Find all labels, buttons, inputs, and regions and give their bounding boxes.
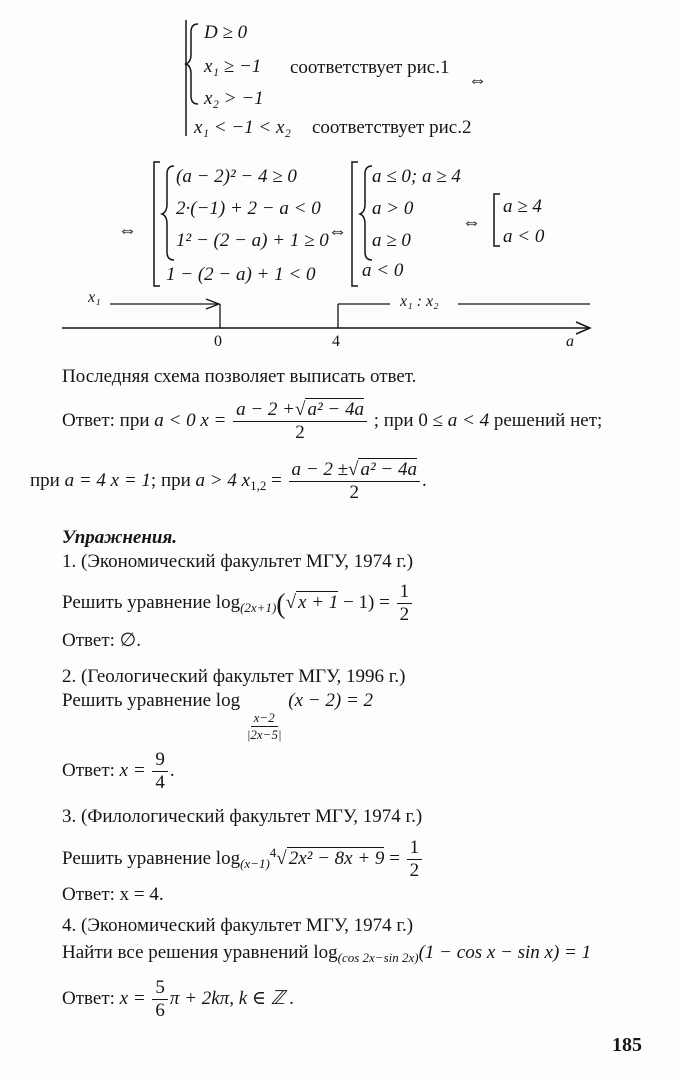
answer2-subscript: 1,2 bbox=[250, 477, 267, 493]
page-number: 185 bbox=[612, 1034, 642, 1056]
exercise-3-log: log bbox=[215, 847, 241, 869]
answer2-middle: ; при bbox=[150, 469, 191, 491]
exercise-4-answer-numerator: 5 bbox=[152, 978, 168, 1000]
top-system-line-3: x₂ > −1 bbox=[204, 88, 264, 109]
answer1-fraction: $\frac{\text{a − 2 +√ a² − 4a}}{2}$ bbox=[233, 400, 367, 443]
exercise-1-rhs-numerator: 1 bbox=[397, 582, 413, 604]
answer1-prefix: Ответ: при bbox=[62, 409, 150, 431]
exercise-3-root-index: 4 bbox=[269, 844, 277, 860]
answer-line-1 bbox=[62, 400, 602, 443]
answer2-case-1: a = 4 x = 1 bbox=[64, 469, 151, 491]
exercise-2-answer-prefix: Ответ: bbox=[62, 759, 115, 781]
second-right-line-1: a ≥ 4 bbox=[503, 196, 542, 217]
exercise-2-log-base-denominator: |2x−5| bbox=[246, 726, 282, 742]
exercise-3-equals: = bbox=[389, 847, 400, 869]
axis-tick-4: 4 bbox=[332, 333, 340, 350]
exercise-3-answer: Ответ: x = 4. bbox=[62, 884, 164, 905]
second-equivalence-sign-2: ⇔ bbox=[328, 221, 347, 242]
exercise-1-log: log bbox=[215, 591, 241, 613]
answer2-x: x bbox=[241, 469, 251, 491]
exercise-2-answer bbox=[62, 750, 175, 793]
exercise-4-argument: (1 − cos x − sin x) = 1 bbox=[418, 942, 592, 963]
answer2-radicand: a² − 4a bbox=[360, 459, 417, 480]
second-middle-line-3: a ≥ 0 bbox=[372, 230, 411, 251]
exercise-3-log-base: (x−1) bbox=[240, 855, 270, 871]
exercise-1-answer: Ответ: ∅. bbox=[62, 630, 141, 651]
second-equivalence-sign: ⇔ bbox=[118, 220, 137, 241]
exercise-4-answer-rest: π + 2kπ, k ∈ ℤ . bbox=[169, 987, 295, 1009]
exercise-2-log-base bbox=[247, 711, 282, 741]
answer2-equals: = bbox=[271, 469, 282, 491]
exercise-4-answer-fraction bbox=[152, 978, 168, 1021]
answer1-numerator: a − 2 + bbox=[236, 399, 295, 420]
exercise-1-rhs-denominator: 2 bbox=[399, 603, 410, 625]
axis-label-x1-x2: x₁ : x₂ bbox=[400, 293, 439, 310]
exercise-3-rhs-denominator: 2 bbox=[409, 859, 420, 881]
answer1-radicand: a² − 4a bbox=[307, 399, 364, 420]
answer1-middle-condition: a < 4 bbox=[447, 409, 490, 431]
exercise-2-task bbox=[62, 690, 373, 741]
second-middle-line-4: a < 0 bbox=[362, 260, 404, 281]
exercise-2-answer-denominator: 4 bbox=[155, 771, 165, 793]
exercise-4-log: log bbox=[313, 942, 338, 963]
exercise-2-title: 2. (Геологический факультет МГУ, 1996 г.) bbox=[62, 666, 406, 687]
answer1-denominator: 2 bbox=[295, 421, 305, 443]
exercise-1-radicand: x + 1 bbox=[298, 591, 339, 613]
second-equivalence-sign-3: ⇔ bbox=[462, 212, 481, 233]
exercise-4-title: 4. (Экономический факультет МГУ, 1974 г.) bbox=[62, 915, 414, 936]
second-middle-line-1: a ≤ 0; a ≥ 4 bbox=[372, 166, 461, 187]
answer1-middle: ; при 0 ≤ bbox=[373, 409, 444, 431]
exercise-2-answer-fraction bbox=[152, 750, 168, 793]
axis-variable-a: a bbox=[566, 333, 574, 350]
exercise-4-answer-denominator: 6 bbox=[155, 999, 165, 1021]
exercise-4-log-base: (cos 2x−sin 2x) bbox=[337, 950, 419, 965]
exercise-2-answer-numerator: 9 bbox=[152, 750, 168, 772]
exercise-1-argument-rest: − 1) = bbox=[338, 591, 390, 613]
second-left-line-4: 1 − (2 − a) + 1 < 0 bbox=[166, 264, 316, 285]
answer1-x: x = bbox=[200, 409, 227, 431]
answer-line-2 bbox=[30, 460, 427, 503]
answer1-end: решений нет; bbox=[493, 409, 603, 431]
exercise-1-open-paren: ( bbox=[276, 588, 286, 620]
exercise-3-rhs-numerator: 1 bbox=[407, 838, 423, 860]
axis-tick-0: 0 bbox=[214, 333, 222, 350]
exercise-2-task-text: Решить уравнение bbox=[62, 690, 212, 711]
exercise-2-log: log bbox=[215, 690, 241, 711]
exercise-2-answer-x: x = bbox=[119, 759, 146, 781]
top-system-line-2: x₁ ≥ −1 bbox=[204, 56, 262, 77]
exercise-1-log-base: (2x+1) bbox=[240, 599, 277, 615]
exercise-3-rhs bbox=[407, 838, 423, 881]
axis-label-x1: x₁ bbox=[88, 289, 101, 306]
exercise-3-radicand: 2x² − 8x + 9 bbox=[288, 847, 385, 869]
top-equivalence-sign: ⇔ bbox=[468, 70, 487, 91]
second-system-right-bracket bbox=[492, 192, 502, 248]
answer2-fraction: $\frac{\text{a − 2 ±√ a² − 4a}}{2}$ bbox=[289, 460, 420, 503]
exercise-4-answer-prefix: Ответ: bbox=[62, 987, 115, 1009]
top-system-note-1: соответствует рис.1 bbox=[290, 57, 450, 78]
exercise-1-task: Решить уравнение $\log_{(2x+1)}(√$ x + 1 − 1) = $\frac{1}{2}$ bbox=[62, 582, 414, 625]
exercise-4-task-text: Найти все решения уравнений bbox=[62, 942, 309, 963]
exercise-3-task-text: Решить уравнение bbox=[62, 847, 212, 869]
exercise-1-rhs bbox=[397, 582, 413, 625]
exercise-4-answer bbox=[62, 978, 294, 1021]
exercises-heading: Упражнения. bbox=[62, 527, 177, 548]
exercise-3-task: Решить уравнение $\log_{(x-1)}^4√$ 2x² − 8x + 9 = $\frac{1}{2}$ bbox=[62, 838, 424, 881]
exercise-2-answer-end: . bbox=[169, 759, 175, 781]
answer2-prefix: при bbox=[30, 469, 60, 491]
answer1-condition: a < 0 bbox=[154, 409, 196, 431]
top-system-line-1: D ≥ 0 bbox=[204, 22, 248, 43]
second-left-line-1: (a − 2)² − 4 ≥ 0 bbox=[176, 166, 297, 187]
answer2-end: . bbox=[422, 469, 427, 491]
second-left-line-3: 1² − (2 − a) + 1 ≥ 0 bbox=[176, 230, 329, 251]
second-middle-line-2: a > 0 bbox=[372, 198, 414, 219]
exercise-3-title: 3. (Филологический факультет МГУ, 1974 г.) bbox=[62, 806, 423, 827]
exercise-2-log-base-numerator: x−2 bbox=[251, 711, 278, 727]
second-right-line-2: a < 0 bbox=[503, 226, 545, 247]
number-axis-diagram bbox=[60, 288, 600, 354]
exercise-2-argument: (x − 2) = 2 bbox=[288, 690, 374, 711]
top-system-note-2: соответствует рис.2 bbox=[312, 117, 472, 138]
answer2-denominator: 2 bbox=[349, 481, 360, 503]
exercise-1-task-text: Решить уравнение bbox=[62, 591, 212, 613]
exercise-4-task bbox=[62, 942, 591, 966]
exercise-1-title: 1. (Экономический факультет МГУ, 1974 г.) bbox=[62, 551, 414, 572]
second-left-line-2: 2·(−1) + 2 − a < 0 bbox=[176, 198, 321, 219]
answer2-case-2: a > 4 bbox=[195, 469, 237, 491]
top-system-line-4: x₁ < −1 < x₂ bbox=[194, 117, 292, 138]
answer2-numerator: a − 2 ± bbox=[291, 459, 349, 480]
scheme-sentence: Последняя схема позволяет выписать ответ. bbox=[62, 366, 417, 387]
exercise-4-answer-x: x = bbox=[119, 987, 146, 1009]
